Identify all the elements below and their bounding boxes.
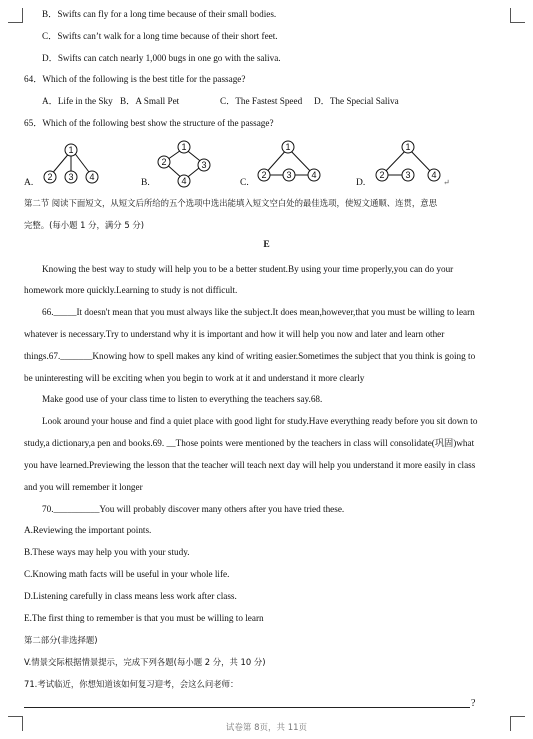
q65-option-c-label: C.: [240, 178, 249, 188]
q65-diagram-a: [36, 140, 106, 190]
q64-option-a: A．Life in the Sky: [42, 96, 113, 106]
diagram-c-node-3: 3: [286, 170, 292, 180]
passage-p2-line1: 66._____It doesn't mean that you must always like the subject.It does mean,however,that you must be willing to learn: [42, 307, 475, 317]
section2-instructions-line1: 第二节 阅读下面短文，从短文后所给的五个选项中选出能填入短文空白处的最佳选项，使短文通顺、连贯，意思: [24, 198, 438, 208]
choice-a: A.Reviewing the important points.: [24, 525, 152, 535]
q65-diagram-c: [252, 138, 324, 190]
diagram-c-node-1: 1: [285, 142, 291, 152]
crop-mark-top-right: [510, 8, 525, 23]
q64-question: 64．Which of the following is the best title for the passage?: [24, 74, 246, 84]
part2-heading: 第二部分(非选择题): [24, 635, 98, 645]
crop-mark-top-left: [8, 8, 23, 23]
q65-option-b-label: B.: [141, 178, 150, 188]
diagram-a-node-3: 3: [68, 172, 74, 182]
passage-p1-line2: homework more quickly.Learning to study is not difficult.: [24, 285, 238, 295]
q65-option-a-label: A.: [24, 178, 34, 188]
passage-p1-line1: Knowing the best way to study will help you to be a better student.By using your time properly,you can do your: [42, 264, 454, 274]
diagram-b-node-1: 1: [181, 142, 187, 152]
passage-p2-line3: things.67._______Knowing how to spell makes any kind of writing easier.Sometimes the subject that you think is going to: [24, 351, 476, 361]
q65-diagram-b: [152, 138, 217, 190]
q71-prompt: 71.考试临近，你想知道该如何复习迎考，会这么问老师：: [24, 679, 239, 689]
section2-instructions-line2: 完整。(每小题 1 分，满分 5 分): [24, 220, 144, 230]
q63-option-d: D．Swifts can catch nearly 1,000 bugs in one go with the saliva.: [42, 53, 281, 63]
diagram-a-node-1: 1: [68, 145, 74, 155]
q64-option-d: D．The Special Saliva: [314, 96, 399, 106]
diagram-b-node-4: 4: [181, 176, 187, 186]
diagram-a-node-4: 4: [89, 172, 95, 182]
diagram-b-node-2: 2: [161, 157, 167, 167]
diagram-d-node-2: 2: [379, 170, 385, 180]
q71-answer-end: ?: [471, 698, 476, 709]
choice-e: E.The first thing to remember is that you must be willing to learn: [24, 613, 264, 623]
passage-p4-line3: you have learned.Previewing the lesson that the teacher will teach next day will help you understand it more easily in class: [24, 460, 476, 470]
choice-c: C.Knowing math facts will be useful in your whole life.: [24, 569, 230, 579]
diagram-b-node-3: 3: [201, 160, 207, 170]
q65-option-d-label: D.: [356, 178, 366, 188]
section5-instructions: V.情景交际根据情景提示，完成下列各题(每小题 2 分，共 10 分): [24, 657, 266, 667]
passage-p2-line2: whatever is necessary.Try to understand why it is important and how it will help you now and later and learn other: [24, 329, 445, 339]
q65-diagram-d: [366, 138, 446, 190]
q65-question: 65．Which of the following best show the structure of the passage?: [24, 118, 274, 128]
diagram-d-node-3: 3: [405, 170, 411, 180]
q71-answer-line[interactable]: [24, 707, 470, 708]
choice-b: B.These ways may help you with your study.: [24, 547, 190, 557]
paragraph-mark-icon: ↵: [443, 178, 450, 187]
choice-d: D.Listening carefully in class means less work after class.: [24, 591, 237, 601]
q64-option-c: C．The Fastest Speed: [220, 96, 303, 106]
diagram-c-node-4: 4: [311, 170, 317, 180]
diagram-c-node-2: 2: [261, 170, 267, 180]
passage-p4-line4: and you will remember it longer: [24, 482, 143, 492]
passage-p2-line4: be uninteresting will be exciting when you begin to work at it and understand it more clearly: [24, 373, 365, 383]
passage-p4-line1: Look around your house and find a quiet place with good light for study.Have everything ready before you sit down to: [42, 416, 478, 426]
diagram-d-node-1: 1: [405, 142, 411, 152]
page-footer: 试卷第 8页，共 11页: [225, 723, 308, 733]
diagram-d-node-4: 4: [431, 170, 437, 180]
passage-p5-line1: 70.__________You will probably discover many others after you have tried these.: [42, 504, 345, 514]
diagram-a-node-2: 2: [47, 172, 53, 182]
q64-option-b: B．A Small Pet: [120, 96, 180, 106]
q63-option-b: B．Swifts can fly for a long time because of their small bodies.: [42, 9, 277, 19]
passage-p3-line1: Make good use of your class time to listen to everything the teachers say.68.: [42, 394, 323, 404]
passage-p4-line2: study,a dictionary,a pen and books.69. __Those points were mentioned by the teachers in class will consolidate(巩固)what: [24, 438, 475, 448]
q63-option-c: C．Swifts can’t walk for a long time because of their short feet.: [42, 31, 278, 41]
passage-label: E: [263, 240, 270, 250]
